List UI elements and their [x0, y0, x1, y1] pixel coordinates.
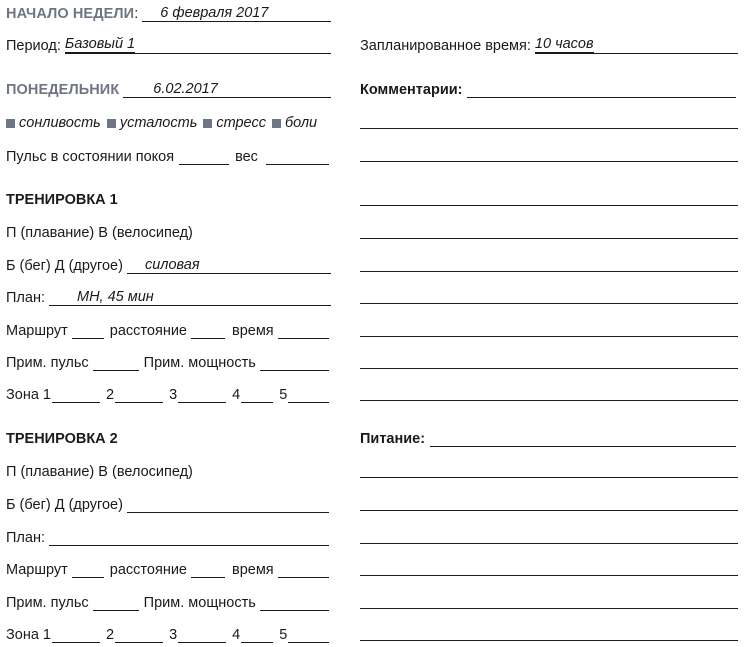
workout2-plan-field[interactable]: [49, 531, 329, 546]
workout1-plan-field[interactable]: [49, 288, 331, 306]
monday-date-field[interactable]: [123, 80, 331, 98]
workout1-title-row: [6, 188, 331, 208]
workout1-time-label: время: [232, 323, 274, 339]
pulse-weight-row: [6, 145, 331, 165]
symptom-label: стресс: [216, 115, 266, 131]
workout2-distance-label: расстояние: [109, 562, 187, 578]
workout2-route-label: Маршрут: [6, 562, 68, 578]
period-row: [6, 34, 331, 54]
weight-label: вес: [235, 149, 258, 165]
workout1-pulse-field[interactable]: [93, 356, 139, 371]
workout2-zone-row: [6, 623, 331, 643]
workout2-plan-row: [6, 526, 331, 546]
workout1-zone3-label: 3: [169, 387, 178, 403]
workout2-zone3-label: 3: [169, 627, 178, 643]
weight-field[interactable]: [266, 150, 329, 165]
workout2-route-field[interactable]: [72, 563, 104, 578]
nutrition-label: Питание:: [360, 431, 426, 447]
comment-line[interactable]: [360, 161, 738, 162]
workout2-zone4-field[interactable]: [241, 628, 273, 643]
comment-line[interactable]: [360, 303, 738, 304]
workout1-zone5-field[interactable]: [288, 388, 329, 403]
nutrition-line[interactable]: [360, 543, 738, 544]
workout2-zone2-field[interactable]: [115, 628, 163, 643]
workout2-time-field[interactable]: [278, 563, 329, 578]
workout2-power-label: Прим. мощность: [143, 595, 256, 611]
symptom-sleepiness[interactable]: [6, 115, 101, 131]
workout1-route-field[interactable]: [72, 324, 104, 339]
comment-line[interactable]: [360, 368, 738, 369]
workout1-time-field[interactable]: [278, 324, 329, 339]
resting-pulse-label: Пульс в состоянии покоя: [6, 149, 175, 165]
monday-label: ПОНЕДЕЛЬНИК: [6, 82, 120, 98]
workout1-power-label: Прим. мощность: [143, 355, 256, 371]
planned-time-label: Запланированное время:: [360, 38, 531, 54]
comment-line[interactable]: [360, 205, 738, 206]
workout2-zone5-label: 5: [279, 627, 288, 643]
period-value: Базовый 1: [64, 36, 136, 52]
comment-line[interactable]: [360, 336, 738, 337]
nutrition-line[interactable]: [360, 575, 738, 576]
symptom-label: сонливость: [19, 115, 101, 131]
workout1-types-row1: [6, 221, 331, 241]
resting-pulse-field[interactable]: [179, 150, 229, 165]
week-start-value: 6 февраля 2017: [160, 5, 269, 21]
comment-line[interactable]: [360, 128, 738, 129]
workout1-types-line1: П (плавание) В (велосипед): [6, 225, 193, 241]
workout1-zone4-field[interactable]: [241, 388, 273, 403]
workout1-plan-value: МН, 45 мин: [76, 289, 154, 305]
workout1-power-field[interactable]: [260, 356, 329, 371]
workout1-zone2-label: 2: [106, 387, 115, 403]
workout2-pulse-row: [6, 591, 331, 611]
workout1-plan-row: [6, 286, 331, 306]
symptom-label: боли: [284, 115, 318, 131]
nutrition-line[interactable]: [360, 510, 738, 511]
workout2-types-line2: Б (бег) Д (другое): [6, 497, 123, 513]
comment-line[interactable]: [360, 238, 738, 239]
workout2-pulse-field[interactable]: [93, 596, 139, 611]
workout2-zone5-field[interactable]: [288, 628, 329, 643]
workout1-title: ТРЕНИРОВКА 1: [6, 192, 118, 208]
checkbox-square-icon: [6, 119, 15, 128]
workout2-zone-label: Зона 1: [6, 627, 51, 643]
checkbox-square-icon: [107, 119, 116, 128]
workout2-distance-field[interactable]: [191, 563, 225, 578]
workout1-route-row: [6, 319, 331, 339]
workout1-zone4-label: 4: [232, 387, 241, 403]
comments-field[interactable]: [467, 83, 736, 98]
week-start-field[interactable]: [142, 4, 331, 22]
planned-time-value: 10 часов: [534, 36, 594, 52]
planned-time-field[interactable]: [535, 36, 738, 54]
workout2-pulse-label: Прим. пульс: [6, 595, 89, 611]
workout1-zone3-field[interactable]: [178, 388, 226, 403]
workout1-plan-label: План:: [6, 290, 45, 306]
workout2-types-line1: П (плавание) В (велосипед): [6, 464, 193, 480]
workout1-type-field[interactable]: [127, 256, 331, 274]
workout2-types-row2: [6, 493, 331, 513]
workout2-zone3-field[interactable]: [178, 628, 226, 643]
planned-time-row: [360, 34, 738, 54]
workout1-pulse-label: Прим. пульс: [6, 355, 89, 371]
nutrition-line[interactable]: [360, 608, 738, 609]
symptom-pain[interactable]: [272, 115, 317, 131]
nutrition-field[interactable]: [430, 432, 736, 447]
workout1-zone5-label: 5: [279, 387, 288, 403]
nutrition-line[interactable]: [360, 477, 738, 478]
workout1-types-row2: [6, 254, 331, 274]
workout1-route-label: Маршрут: [6, 323, 68, 339]
monday-row: [6, 78, 331, 98]
monday-date-value: 6.02.2017: [153, 81, 218, 97]
workout2-time-label: время: [232, 562, 274, 578]
workout1-distance-field[interactable]: [191, 324, 225, 339]
workout2-title-row: [6, 427, 331, 447]
nutrition-line[interactable]: [360, 640, 738, 641]
checkbox-square-icon: [272, 119, 281, 128]
period-label: Период:: [6, 38, 61, 54]
workout2-power-field[interactable]: [260, 596, 329, 611]
comment-line[interactable]: [360, 400, 738, 401]
workout2-plan-label: План:: [6, 530, 45, 546]
period-field[interactable]: [65, 36, 331, 54]
symptom-stress[interactable]: [203, 115, 266, 131]
symptom-label: усталость: [119, 115, 198, 131]
week-start-colon: :: [134, 6, 139, 22]
workout2-zone4-label: 4: [232, 627, 241, 643]
workout1-types-line2: Б (бег) Д (другое): [6, 258, 123, 274]
comments-row: [360, 78, 738, 98]
workout2-title: ТРЕНИРОВКА 2: [6, 431, 118, 447]
checkbox-square-icon: [203, 119, 212, 128]
workout1-zone-label: Зона 1: [6, 387, 51, 403]
workout1-pulse-row: [6, 351, 331, 371]
workout1-zone1-field[interactable]: [52, 388, 100, 403]
week-start-row: [6, 2, 331, 22]
workout1-distance-label: расстояние: [109, 323, 187, 339]
nutrition-row: [360, 427, 738, 447]
workout1-zone2-field[interactable]: [115, 388, 163, 403]
comments-label: Комментарии:: [360, 82, 463, 98]
week-start-label: НАЧАЛО НЕДЕЛИ: [6, 6, 135, 22]
symptom-fatigue[interactable]: [107, 115, 198, 131]
workout2-zone2-label: 2: [106, 627, 115, 643]
comment-line[interactable]: [360, 271, 738, 272]
workout2-zone1-field[interactable]: [52, 628, 100, 643]
workout2-type-field[interactable]: [127, 498, 329, 513]
symptoms-row: [6, 111, 331, 131]
workout2-types-row1: [6, 460, 331, 480]
workout1-zone-row: [6, 383, 331, 403]
workout2-route-row: [6, 558, 331, 578]
workout1-type-value: силовая: [144, 257, 200, 273]
